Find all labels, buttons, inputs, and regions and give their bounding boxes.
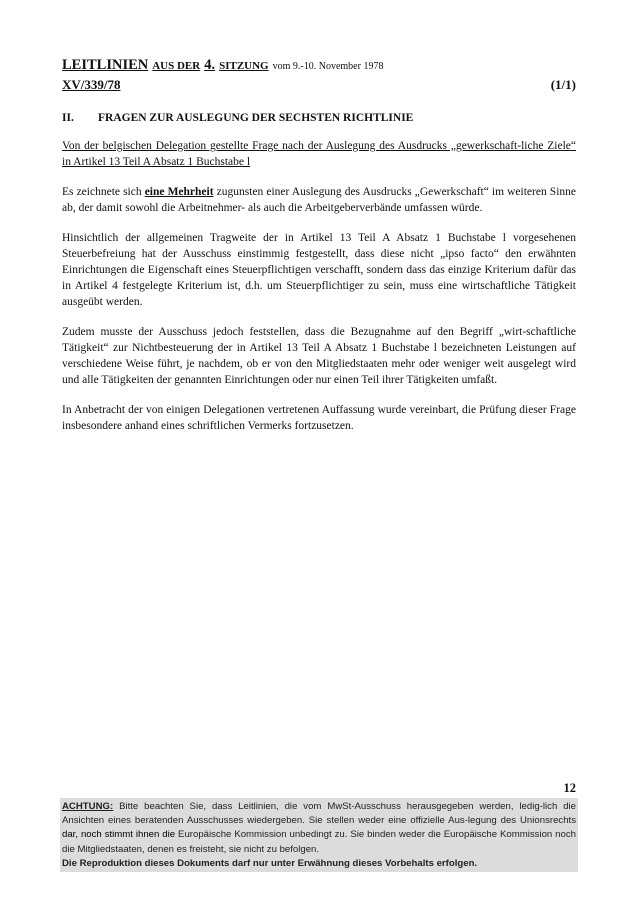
header-date: vom 9.-10. November 1978 [272, 61, 384, 72]
document-header-title [62, 56, 576, 74]
page-number: 12 [563, 781, 576, 795]
header-title-leitlinien: LEITLINIEN [62, 57, 149, 73]
header-title-aus-der: AUS DER [152, 60, 201, 72]
section-heading [62, 112, 576, 124]
disclaimer-box [60, 798, 578, 872]
majority-emphasis: eine Mehrheit [144, 186, 214, 198]
document-page [62, 0, 576, 903]
disclaimer-text-highlight: dar, noch stimmt ihnen die [62, 829, 176, 841]
header-title-number: 4. [204, 57, 216, 73]
reproduction-notice: Die Reproduktion dieses Dokuments darf nur unter Erwähnung dieses Vorbehalts erfolgen. [62, 857, 478, 869]
scope-paragraph: Hinsichtlich der allgemeinen Tragweite der in Artikel 13 Teil A Absatz 1 Buchstabe l vorgesehenen Steuerbefreiung hat der Ausschuss einstimmig festgestellt, dass diese nicht „ipso facto“ den erwähnten Einrichtungen die Eigenschaft eines Steuerpflichtigen verschafft, sondern dass das einzige Kriterium dafür das in Artikel 4 festgelegte Kriterium ist, d.h. um Steuerpflichtiger zu sein, muss eine wirtschaftliche Tätigkeit ausgeübt werden. [62, 232, 576, 308]
document-part: (1/1) [550, 77, 576, 92]
question-paragraph: Von der belgischen Delegation gestellte Frage nach der Auslegung des Ausdrucks „gewerkschaft-liche Ziele“ in Artikel 13 Teil A Absatz 1 Buchstabe l [62, 140, 576, 168]
document-body [62, 138, 576, 448]
header-title-sitzung: SITZUNG [219, 60, 269, 72]
section-number: II. [62, 112, 74, 124]
disclaimer-label: ACHTUNG: [62, 801, 114, 812]
document-reference: XV/339/78 [62, 77, 121, 92]
conclusion-paragraph: In Anbetracht der von einigen Delegationen vertretenen Auffassung wurde vereinbart, die Prüfung dieser Frage insbesondere anhand eines schriftlichen Vermerks fortzusetzen. [62, 404, 576, 432]
disclaimer-text-start: Bitte beachten Sie, dass Leitlinien, die vom MwSt-Ausschuss herausgegeben werden, ledig-lich die Ansichten eines beratenden Ausschusses wiedergeben. Sie stellen weder eine offizielle Aus-legung des Unionsrechts [62, 801, 576, 827]
economic-activity-paragraph: Zudem musste der Ausschuss jedoch feststellen, dass die Bezugnahme auf den Begriff „wirt-schaftliche Tätigkeit“ zur Nichtbesteuerung der in Artikel 13 Teil A Absatz 1 Buchstabe l bezeichneten Leistungen auf verschiedene Weise führt, je nachdem, ob er von den Mitgliedstaaten mehr oder weniger weit ausgelegt wird und alle Tätigkeiten der genannten Einrichtungen oder nur einen Teil ihrer Tätigkeiten umfaßt. [62, 326, 576, 386]
majority-paragraph-end: zugunsten einer Auslegung des Ausdrucks „Gewerkschaft“ im weiteren Sinne ab, der damit sowohl die Arbeitnehmer- als auch die Arbeitgeberverbände umfassen würde. [62, 186, 576, 214]
majority-paragraph-start: Es zeichnete sich [62, 186, 145, 198]
document-header-reference [62, 77, 576, 93]
disclaimer-text-end: Europäische Kommission unbedingt zu. Sie binden weder die Europäische Kommission noch die Mitgliedstaaten, denen es freisteht, sie nicht zu befolgen. [62, 829, 576, 855]
section-title: FRAGEN ZUR AUSLEGUNG DER SECHSTEN RICHTLINIE [98, 112, 414, 124]
majority-paragraph [62, 184, 576, 216]
